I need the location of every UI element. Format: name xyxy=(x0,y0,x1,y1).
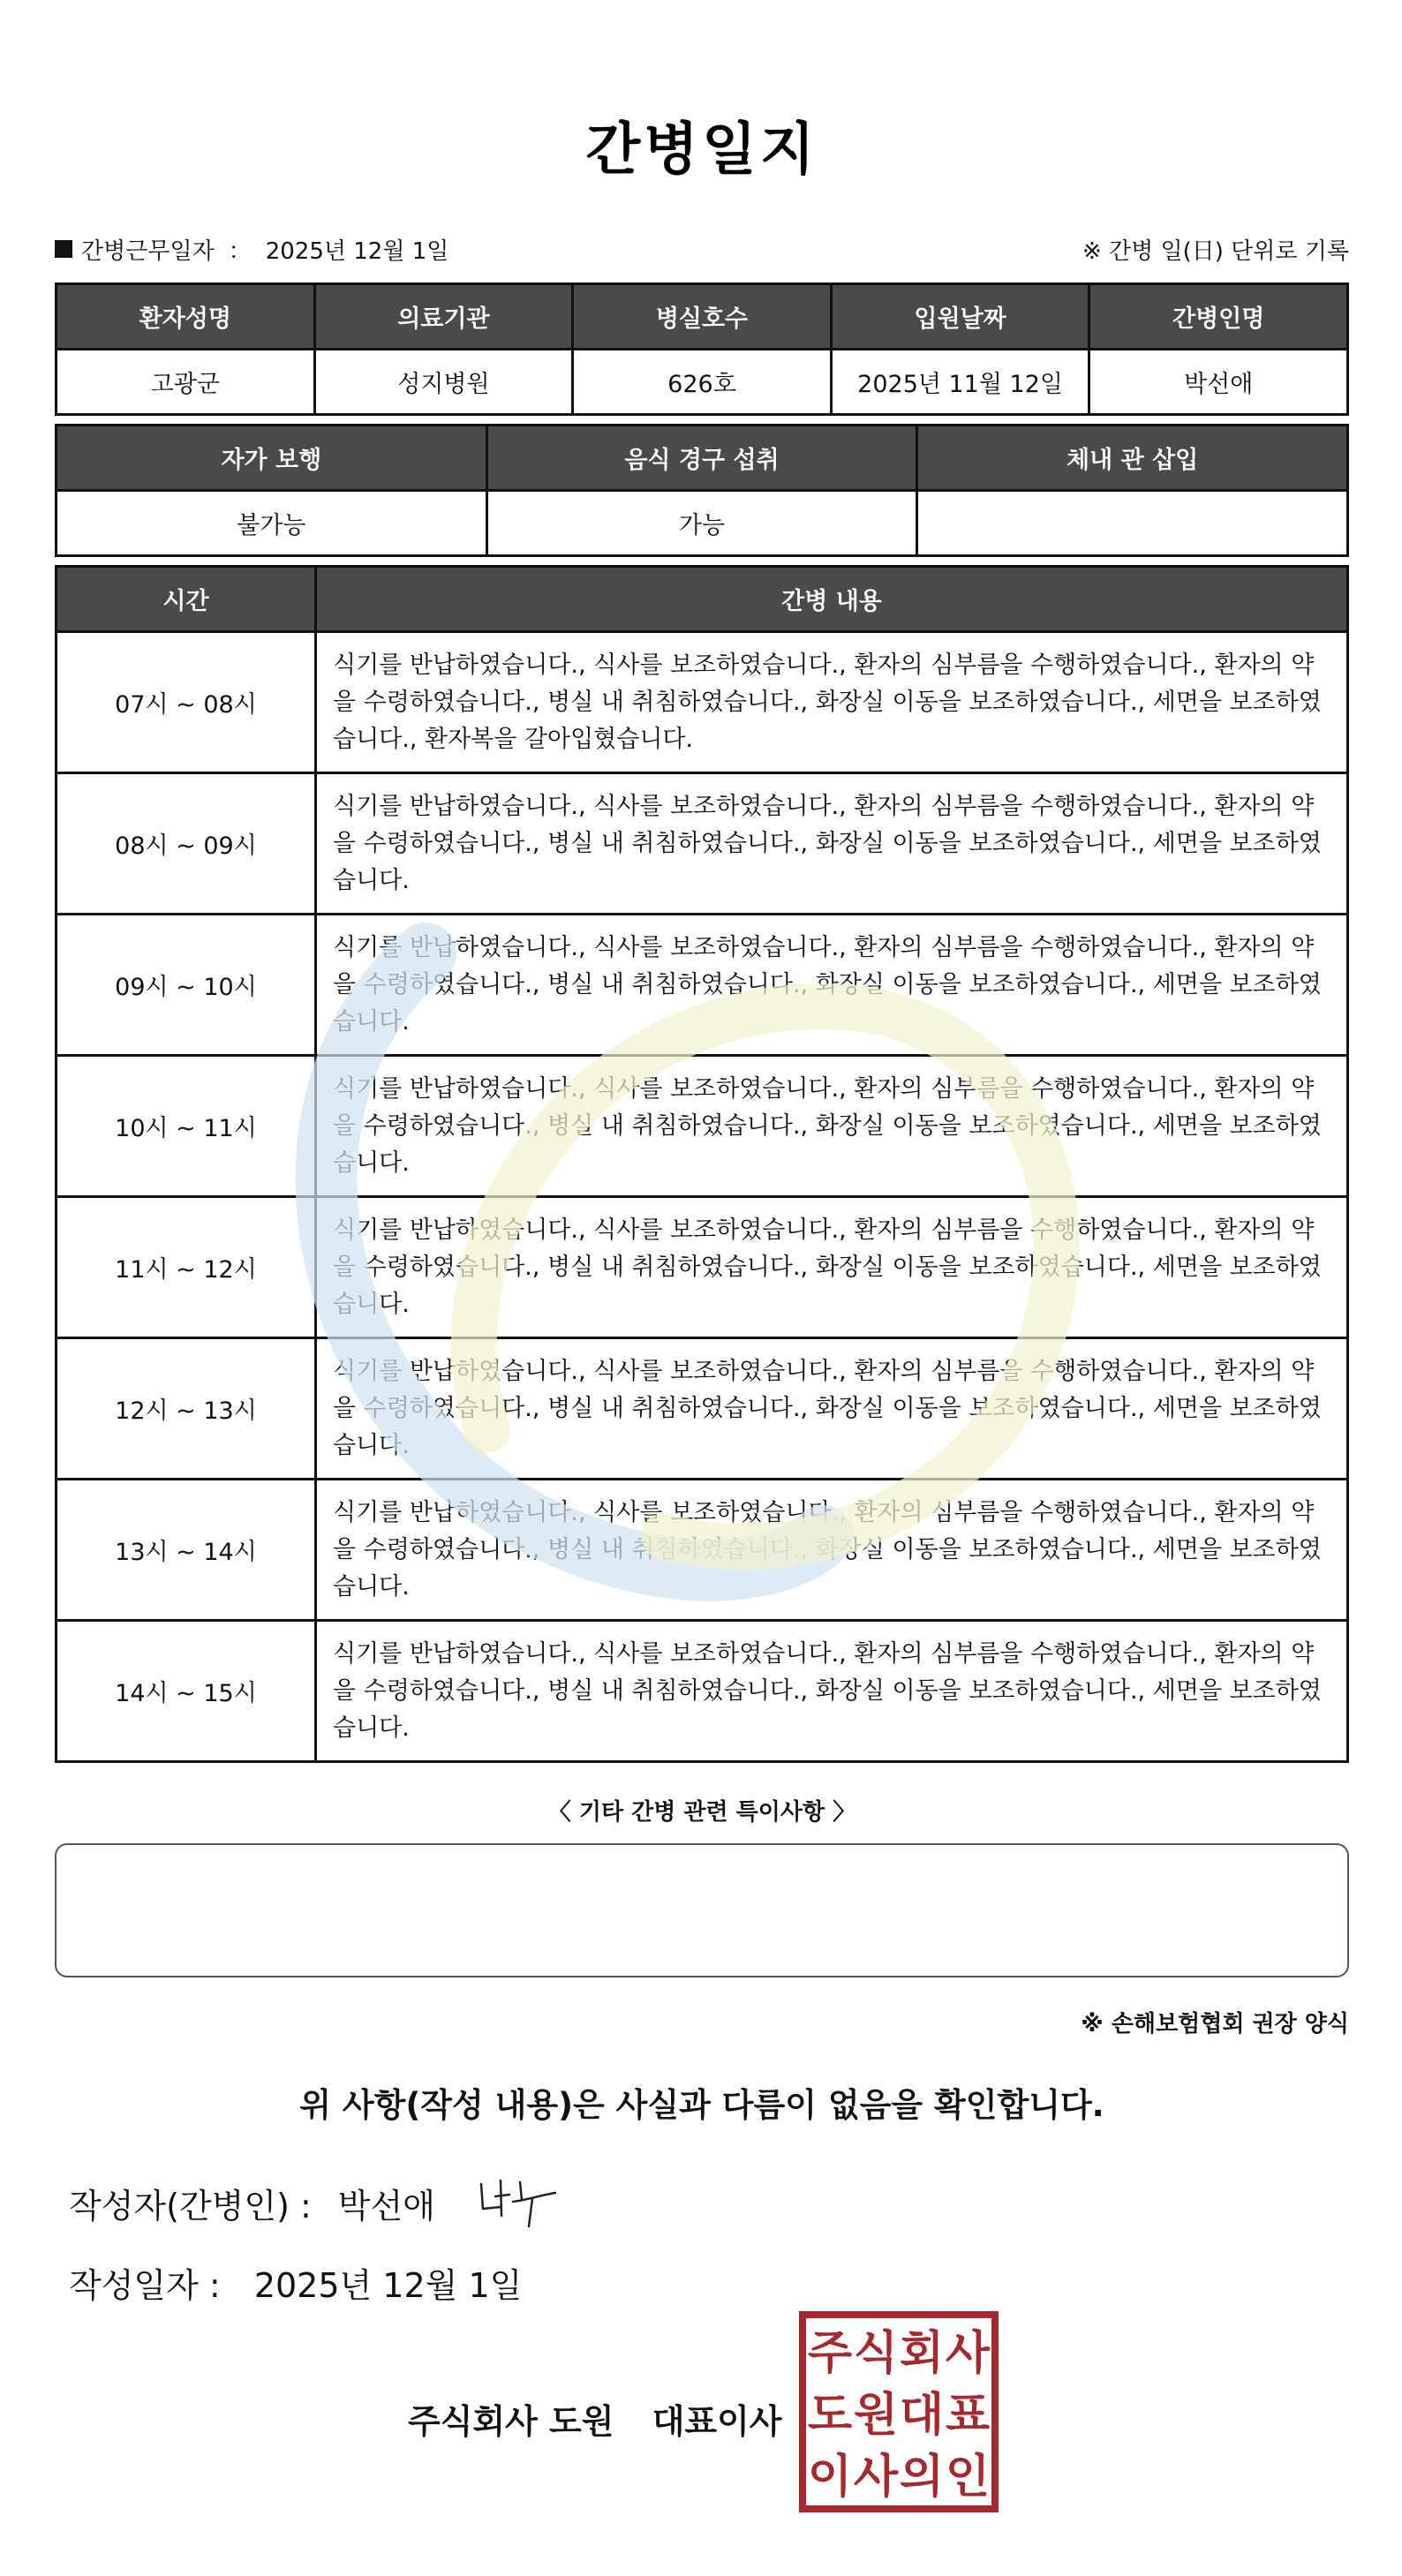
table-row xyxy=(57,1338,1348,1480)
room-number: 626호 xyxy=(573,350,832,415)
time-cell: 14시 ~ 15시 xyxy=(57,1621,316,1762)
content-cell: 식기를 반납하였습니다., 식사를 보조하였습니다., 환자의 심부름을 수행하였습니다., 환자의 약을 수령하였습니다., 병실 내 취침하였습니다., 화장실 이동을 보조하였습니다., 세면을 보조하였습니다. xyxy=(316,1480,1348,1621)
admission-date: 2025년 11월 12일 xyxy=(831,350,1089,415)
header-tube-insertion: 체내 관 삽입 xyxy=(917,426,1348,491)
seal-char: 도 xyxy=(807,2389,853,2442)
header-admission-date: 입원날짜 xyxy=(831,284,1089,350)
work-date-label: 간병근무일자 xyxy=(81,237,215,265)
header-oral-intake: 음식 경구 섭취 xyxy=(486,426,917,491)
hospital-name: 성지병원 xyxy=(314,350,573,415)
writer-line xyxy=(69,2179,435,2227)
company-role: 대표이사 xyxy=(652,2402,782,2441)
writer-label: 작성자(간병인) : xyxy=(69,2187,312,2226)
table-row xyxy=(57,1197,1348,1338)
content-cell: 식기를 반납하였습니다., 식사를 보조하였습니다., 환자의 심부름을 수행하였습니다., 환자의 약을 수령하였습니다., 병실 내 취침하였습니다., 화장실 이동을 보조하였습니다., 세면을 보조하였습니다. xyxy=(316,1056,1348,1197)
special-notes-box xyxy=(55,1843,1349,1977)
write-date-value: 2025년 12월 1일 xyxy=(253,2266,523,2305)
seal-glyphs xyxy=(808,2327,991,2504)
time-cell: 08시 ~ 09시 xyxy=(57,773,316,915)
time-cell: 11시 ~ 12시 xyxy=(57,1197,316,1338)
content-cell: 식기를 반납하였습니다., 식사를 보조하였습니다., 환자의 심부름을 수행하였습니다., 환자의 약을 수령하였습니다., 병실 내 취침하였습니다., 화장실 이동을 보조하였습니다., 세면을 보조하였습니다., 환자복을 갈아입혔습니다. xyxy=(316,632,1348,773)
self-walking-value: 불가능 xyxy=(57,491,487,556)
square-bullet-icon xyxy=(55,240,72,258)
oral-intake-value: 가능 xyxy=(486,491,917,556)
content-cell: 식기를 반납하였습니다., 식사를 보조하였습니다., 환자의 심부름을 수행하였습니다., 환자의 약을 수령하였습니다., 병실 내 취침하였습니다., 화장실 이동을 보조하였습니다., 세면을 보조하였습니다. xyxy=(316,915,1348,1056)
time-cell: 12시 ~ 13시 xyxy=(57,1338,316,1480)
header-patient-name: 환자성명 xyxy=(57,284,315,350)
header-time: 시간 xyxy=(57,567,316,632)
table-row xyxy=(57,1621,1348,1762)
patient-status-table xyxy=(55,424,1349,557)
company-line xyxy=(408,2394,782,2443)
write-date-line xyxy=(69,2258,522,2307)
write-date-label: 작성일자 : xyxy=(69,2266,221,2305)
seal-char: 이 xyxy=(807,2451,853,2504)
table-row xyxy=(57,1480,1348,1621)
seal-char: 원 xyxy=(853,2389,899,2442)
table-row xyxy=(57,773,1348,915)
patient-name: 고광군 xyxy=(57,350,315,415)
header-room: 병실호수 xyxy=(573,284,832,350)
seal-char: 사 xyxy=(853,2451,899,2504)
time-cell: 09시 ~ 10시 xyxy=(57,915,316,1056)
content-cell: 식기를 반납하였습니다., 식사를 보조하였습니다., 환자의 심부름을 수행하였습니다., 환자의 약을 수령하였습니다., 병실 내 취침하였습니다., 화장실 이동을 보조하였습니다., 세면을 보조하였습니다. xyxy=(316,1197,1348,1338)
care-log-table xyxy=(55,565,1349,1763)
work-date-separator: ： xyxy=(228,237,252,265)
table-row xyxy=(57,915,1348,1056)
seal-char: 대 xyxy=(899,2389,945,2442)
seal-char: 식 xyxy=(853,2327,899,2380)
seal-char: 의 xyxy=(899,2451,945,2504)
seal-char: 주 xyxy=(807,2327,853,2380)
header-hospital: 의료기관 xyxy=(314,284,573,350)
confirmation-statement: 위 사항(작성 내용)은 사실과 다름이 없음을 확인합니다. xyxy=(299,2086,1104,2124)
header-self-walking: 자가 보행 xyxy=(57,426,487,491)
seal-char: 인 xyxy=(945,2451,991,2504)
time-cell: 07시 ~ 08시 xyxy=(57,632,316,773)
source-note: ※ 손해보험협회 권장 양식 xyxy=(1081,2011,1349,2037)
caregiver-name: 박선애 xyxy=(1089,350,1348,415)
time-cell: 13시 ~ 14시 xyxy=(57,1480,316,1621)
table-row xyxy=(57,632,1348,773)
record-note: ※ 간병 일(日) 단위로 기록 xyxy=(1082,237,1349,265)
header-care-content: 간병 내용 xyxy=(316,567,1348,632)
work-date-value: 2025년 12월 1일 xyxy=(265,237,449,265)
content-cell: 식기를 반납하였습니다., 식사를 보조하였습니다., 환자의 심부름을 수행하였습니다., 환자의 약을 수령하였습니다., 병실 내 취침하였습니다., 화장실 이동을 보조하였습니다., 세면을 보조하였습니다. xyxy=(316,773,1348,915)
handwritten-signature xyxy=(474,2173,580,2235)
care-journal-page xyxy=(55,0,1349,2576)
seal-char: 표 xyxy=(945,2389,991,2442)
patient-info-table xyxy=(55,282,1349,416)
seal-char: 사 xyxy=(945,2327,991,2380)
table-row xyxy=(57,1056,1348,1197)
writer-name: 박선애 xyxy=(337,2187,435,2226)
meta-row xyxy=(55,231,1349,267)
tube-insertion-value xyxy=(917,491,1348,556)
time-cell: 10시 ~ 11시 xyxy=(57,1056,316,1197)
content-cell: 식기를 반납하였습니다., 식사를 보조하였습니다., 환자의 심부름을 수행하였습니다., 환자의 약을 수령하였습니다., 병실 내 취침하였습니다., 화장실 이동을 보조하였습니다., 세면을 보조하였습니다. xyxy=(316,1338,1348,1480)
special-notes-title: 〈 기타 간병 관련 특이사항 〉 xyxy=(547,1799,856,1826)
company-name: 주식회사 도원 xyxy=(408,2402,614,2441)
work-date xyxy=(55,233,448,266)
content-cell: 식기를 반납하였습니다., 식사를 보조하였습니다., 환자의 심부름을 수행하였습니다., 환자의 약을 수령하였습니다., 병실 내 취침하였습니다., 화장실 이동을 보조하였습니다., 세면을 보조하였습니다. xyxy=(316,1621,1348,1762)
company-seal-stamp xyxy=(799,2311,999,2512)
seal-char: 회 xyxy=(899,2327,945,2380)
header-caregiver: 간병인명 xyxy=(1089,284,1348,350)
page-title: 간병일지 xyxy=(585,117,818,183)
